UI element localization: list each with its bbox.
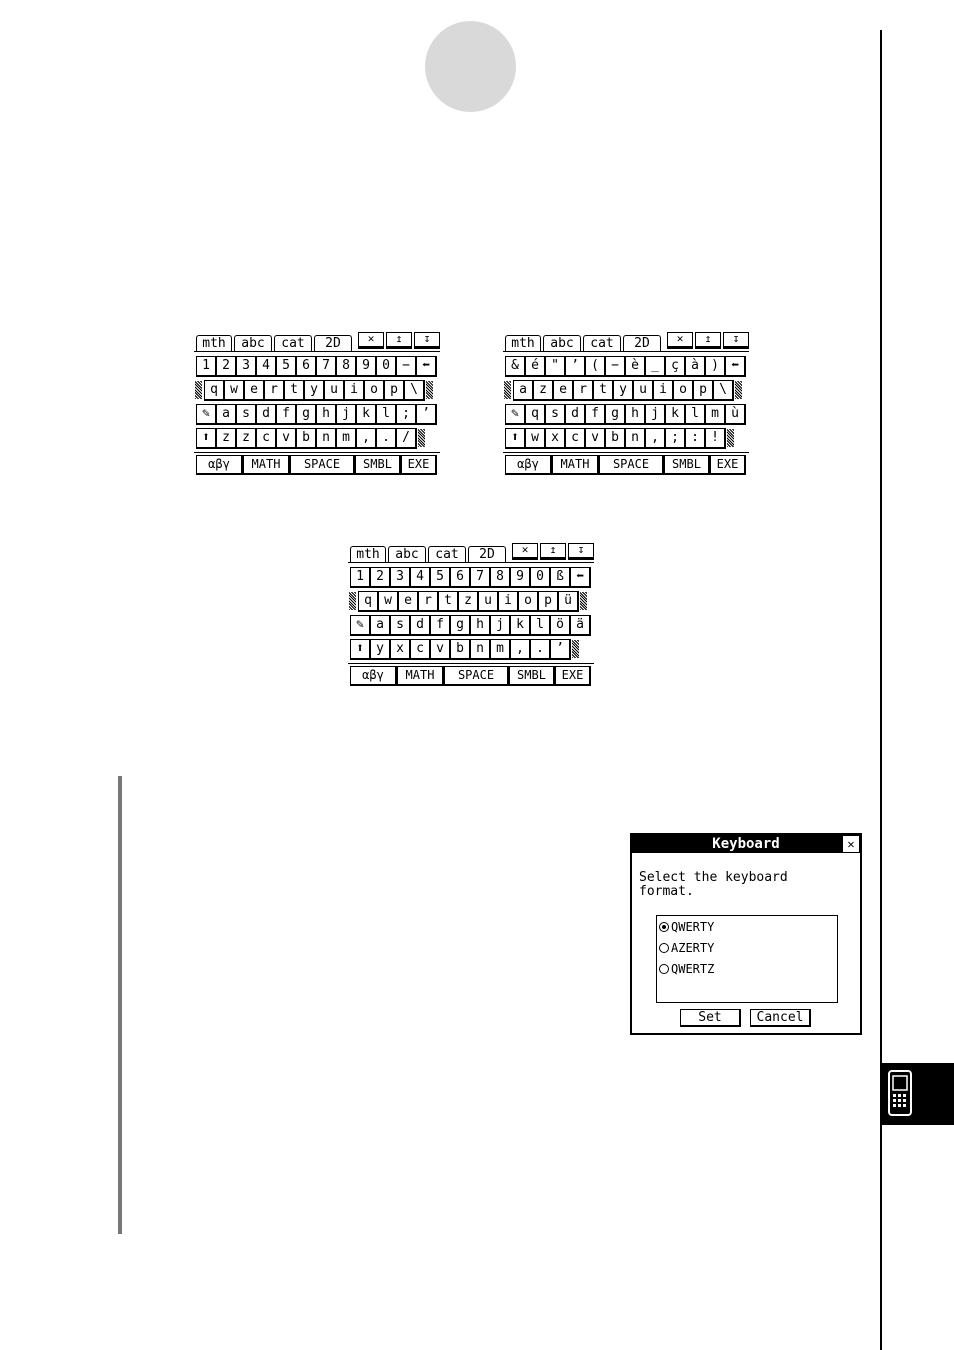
drag-handle[interactable] [727, 429, 734, 447]
radio-azerty[interactable] [659, 943, 669, 953]
key[interactable]: p [538, 591, 559, 612]
soft-keyboard [348, 543, 594, 691]
keyboard-tab-bar [348, 543, 594, 563]
key[interactable]: ! [705, 428, 726, 449]
radio-qwerty[interactable] [659, 922, 669, 932]
drag-handle[interactable] [580, 592, 587, 610]
key[interactable]: \ [713, 380, 734, 401]
key[interactable]: z [236, 428, 257, 449]
key[interactable]: ⬆ [196, 428, 217, 449]
key[interactable]: é [525, 356, 546, 377]
key[interactable]: ✎ [196, 404, 217, 425]
close-keyboard-icon[interactable]: ✕ [358, 332, 384, 349]
key[interactable]: g [296, 404, 317, 425]
key[interactable]: ⬅ [416, 356, 437, 377]
key[interactable]: k [665, 404, 686, 425]
key[interactable]: z [533, 380, 554, 401]
key[interactable]: d [410, 615, 431, 636]
key[interactable]: 8 [336, 356, 357, 377]
key[interactable]: o [364, 380, 385, 401]
key[interactable]: ( [585, 356, 606, 377]
key[interactable]: & [505, 356, 526, 377]
greek-button[interactable]: αβγ [505, 455, 552, 475]
keyboard-tab[interactable]: cat [428, 546, 466, 562]
close-icon[interactable]: ✕ [843, 836, 859, 852]
math-button[interactable]: MATH [552, 455, 599, 475]
key[interactable]: ä [570, 615, 591, 636]
key[interactable]: ’ [550, 639, 571, 660]
key[interactable]: r [418, 591, 439, 612]
key[interactable]: z [458, 591, 479, 612]
key[interactable]: x [545, 428, 566, 449]
key[interactable]: g [450, 615, 471, 636]
key[interactable]: y [304, 380, 325, 401]
key[interactable]: d [256, 404, 277, 425]
drag-handle[interactable] [504, 381, 511, 399]
key[interactable]: u [324, 380, 345, 401]
close-keyboard-icon[interactable]: ✕ [512, 543, 538, 560]
key[interactable]: r [573, 380, 594, 401]
keyboard-tab[interactable]: 2D [623, 335, 661, 351]
math-button[interactable]: MATH [243, 455, 290, 475]
key[interactable]: l [685, 404, 706, 425]
decorative-circle [425, 21, 516, 112]
key[interactable]: a [513, 380, 534, 401]
key[interactable]: w [525, 428, 546, 449]
key[interactable]: s [236, 404, 257, 425]
key[interactable]: k [510, 615, 531, 636]
symbol-button[interactable]: SMBL [355, 455, 401, 475]
drag-handle[interactable] [418, 429, 425, 447]
option-label: QWERTY [671, 920, 715, 934]
move-up-icon[interactable]: ↥ [540, 543, 566, 560]
move-down-icon[interactable]: ↧ [568, 543, 594, 560]
option-label: AZERTY [671, 941, 715, 955]
format-options [656, 915, 838, 1003]
key[interactable]: v [276, 428, 297, 449]
key[interactable]: 0 [376, 356, 397, 377]
key[interactable]: 1 [196, 356, 217, 377]
key[interactable]: ç [665, 356, 686, 377]
key[interactable]: 9 [356, 356, 377, 377]
keyboard-bottom-row [348, 663, 594, 686]
key[interactable]: 1 [350, 567, 371, 588]
key[interactable]: : [685, 428, 706, 449]
key[interactable]: h [316, 404, 337, 425]
key[interactable]: 6 [450, 567, 471, 588]
key[interactable]: a [370, 615, 391, 636]
key[interactable]: b [450, 639, 471, 660]
keyboard-tab[interactable]: abc [234, 335, 272, 351]
space-button[interactable]: SPACE [290, 455, 355, 475]
key[interactable]: ’ [416, 404, 437, 425]
dialog-title [632, 835, 860, 853]
key[interactable]: a [216, 404, 237, 425]
key[interactable]: r [264, 380, 285, 401]
math-button[interactable]: MATH [397, 666, 444, 686]
exe-button[interactable]: EXE [555, 666, 591, 686]
key[interactable]: ✎ [350, 615, 371, 636]
option-azerty[interactable] [659, 939, 714, 957]
radio-qwertz[interactable] [659, 964, 669, 974]
key[interactable]: y [370, 639, 391, 660]
keyboard-dialog [630, 833, 862, 1035]
key[interactable]: l [530, 615, 551, 636]
key[interactable]: f [276, 404, 297, 425]
greek-button[interactable]: αβγ [196, 455, 243, 475]
key[interactable]: m [336, 428, 357, 449]
key[interactable]: z [216, 428, 237, 449]
soft-keyboard [194, 332, 440, 480]
keyboard-tab[interactable]: cat [274, 335, 312, 351]
key[interactable]: " [545, 356, 566, 377]
key[interactable]: ; [665, 428, 686, 449]
key[interactable]: i [653, 380, 674, 401]
key[interactable]: s [390, 615, 411, 636]
key[interactable]: j [490, 615, 511, 636]
key[interactable]: b [605, 428, 626, 449]
key[interactable]: v [430, 639, 451, 660]
space-button[interactable]: SPACE [444, 666, 509, 686]
chapter-tab [881, 1063, 954, 1125]
move-up-icon[interactable]: ↥ [695, 332, 721, 349]
close-keyboard-icon[interactable]: ✕ [667, 332, 693, 349]
key[interactable]: t [438, 591, 459, 612]
key[interactable]: c [565, 428, 586, 449]
key[interactable]: u [478, 591, 499, 612]
key[interactable]: ö [550, 615, 571, 636]
key[interactable]: e [244, 380, 265, 401]
key[interactable]: 0 [530, 567, 551, 588]
key[interactable]: ß [550, 567, 571, 588]
key[interactable]: ü [558, 591, 579, 612]
key[interactable]: n [470, 639, 491, 660]
key[interactable]: _ [645, 356, 666, 377]
key[interactable]: v [585, 428, 606, 449]
key[interactable]: q [525, 404, 546, 425]
key[interactable]: − [396, 356, 417, 377]
key[interactable]: p [693, 380, 714, 401]
key[interactable]: c [410, 639, 431, 660]
key[interactable]: p [384, 380, 405, 401]
key[interactable]: \ [404, 380, 425, 401]
key[interactable]: . [376, 428, 397, 449]
page-edge-rule [880, 30, 882, 1350]
key[interactable]: ⬆ [505, 428, 526, 449]
key[interactable]: w [378, 591, 399, 612]
move-down-icon[interactable]: ↧ [723, 332, 749, 349]
key[interactable]: 6 [296, 356, 317, 377]
key[interactable]: h [625, 404, 646, 425]
key[interactable]: 7 [470, 567, 491, 588]
key[interactable]: j [645, 404, 666, 425]
key[interactable]: b [296, 428, 317, 449]
symbol-button[interactable]: SMBL [664, 455, 710, 475]
key[interactable]: ù [725, 404, 746, 425]
key[interactable]: m [490, 639, 511, 660]
key[interactable]: e [398, 591, 419, 612]
key[interactable]: , [510, 639, 531, 660]
keyboard-bottom-row [194, 452, 440, 475]
keyboard-tab[interactable]: abc [388, 546, 426, 562]
calculator-icon [887, 1069, 913, 1117]
exe-button[interactable]: EXE [401, 455, 437, 475]
keyboard-tab[interactable]: abc [543, 335, 581, 351]
key[interactable]: y [613, 380, 634, 401]
key[interactable]: d [565, 404, 586, 425]
keyboard-tab[interactable]: mth [505, 335, 541, 351]
key[interactable]: 2 [216, 356, 237, 377]
key[interactable]: 5 [276, 356, 297, 377]
keyboard-bottom-row [503, 452, 749, 475]
soft-keyboard [503, 332, 749, 480]
key[interactable]: o [673, 380, 694, 401]
key[interactable]: e [553, 380, 574, 401]
keyboard-tab[interactable]: 2D [468, 546, 506, 562]
key[interactable]: 7 [316, 356, 337, 377]
key[interactable]: ⬅ [570, 567, 591, 588]
key[interactable]: m [705, 404, 726, 425]
key[interactable]: ⬆ [350, 639, 371, 660]
key[interactable]: o [518, 591, 539, 612]
key[interactable]: , [356, 428, 377, 449]
symbol-button[interactable]: SMBL [509, 666, 555, 686]
drag-handle[interactable] [426, 381, 433, 399]
key[interactable]: 4 [256, 356, 277, 377]
key[interactable]: k [356, 404, 377, 425]
option-qwertz[interactable] [659, 960, 714, 978]
set-button[interactable]: Set [680, 1009, 741, 1027]
drag-handle[interactable] [735, 381, 742, 399]
key[interactable]: 2 [370, 567, 391, 588]
key[interactable]: / [396, 428, 417, 449]
key[interactable]: l [376, 404, 397, 425]
key[interactable]: à [685, 356, 706, 377]
key[interactable]: ⬅ [725, 356, 746, 377]
keyboard-tab[interactable]: mth [350, 546, 386, 562]
keyboard-tab-bar [194, 332, 440, 352]
cancel-button[interactable]: Cancel [750, 1009, 811, 1027]
key[interactable]: 5 [430, 567, 451, 588]
key[interactable]: f [585, 404, 606, 425]
key[interactable]: , [645, 428, 666, 449]
drag-handle[interactable] [195, 381, 202, 399]
key[interactable]: g [605, 404, 626, 425]
key[interactable]: q [204, 380, 225, 401]
key[interactable]: q [358, 591, 379, 612]
key[interactable]: . [530, 639, 551, 660]
key[interactable]: i [498, 591, 519, 612]
keyboard-tab[interactable]: 2D [314, 335, 352, 351]
key[interactable]: 3 [236, 356, 257, 377]
key[interactable]: ✎ [505, 404, 526, 425]
keyboard-tab[interactable]: cat [583, 335, 621, 351]
key[interactable]: i [344, 380, 365, 401]
key[interactable]: 8 [490, 567, 511, 588]
key[interactable]: s [545, 404, 566, 425]
key[interactable]: w [224, 380, 245, 401]
key[interactable]: 3 [390, 567, 411, 588]
key[interactable]: x [390, 639, 411, 660]
key[interactable]: n [316, 428, 337, 449]
key[interactable]: 9 [510, 567, 531, 588]
key[interactable]: ) [705, 356, 726, 377]
key[interactable]: − [605, 356, 626, 377]
key[interactable]: f [430, 615, 451, 636]
margin-bar [118, 776, 122, 1234]
key[interactable]: u [633, 380, 654, 401]
key[interactable]: n [625, 428, 646, 449]
option-label: QWERTZ [671, 962, 715, 976]
drag-handle[interactable] [572, 640, 579, 658]
key[interactable]: c [256, 428, 277, 449]
key[interactable]: j [336, 404, 357, 425]
option-qwerty[interactable] [659, 918, 714, 936]
keyboard-tab-bar [503, 332, 749, 352]
drag-handle[interactable] [349, 592, 356, 610]
key[interactable]: t [284, 380, 305, 401]
key[interactable]: t [593, 380, 614, 401]
dialog-message: Select the keyboard format. [639, 870, 788, 899]
key[interactable]: 4 [410, 567, 431, 588]
key[interactable]: ’ [565, 356, 586, 377]
dialog-title-text: Keyboard [712, 836, 780, 852]
keyboard-tab[interactable]: mth [196, 335, 232, 351]
key[interactable]: è [625, 356, 646, 377]
move-down-icon[interactable]: ↧ [414, 332, 440, 349]
key[interactable]: ; [396, 404, 417, 425]
greek-button[interactable]: αβγ [350, 666, 397, 686]
space-button[interactable]: SPACE [599, 455, 664, 475]
exe-button[interactable]: EXE [710, 455, 746, 475]
move-up-icon[interactable]: ↥ [386, 332, 412, 349]
key[interactable]: h [470, 615, 491, 636]
